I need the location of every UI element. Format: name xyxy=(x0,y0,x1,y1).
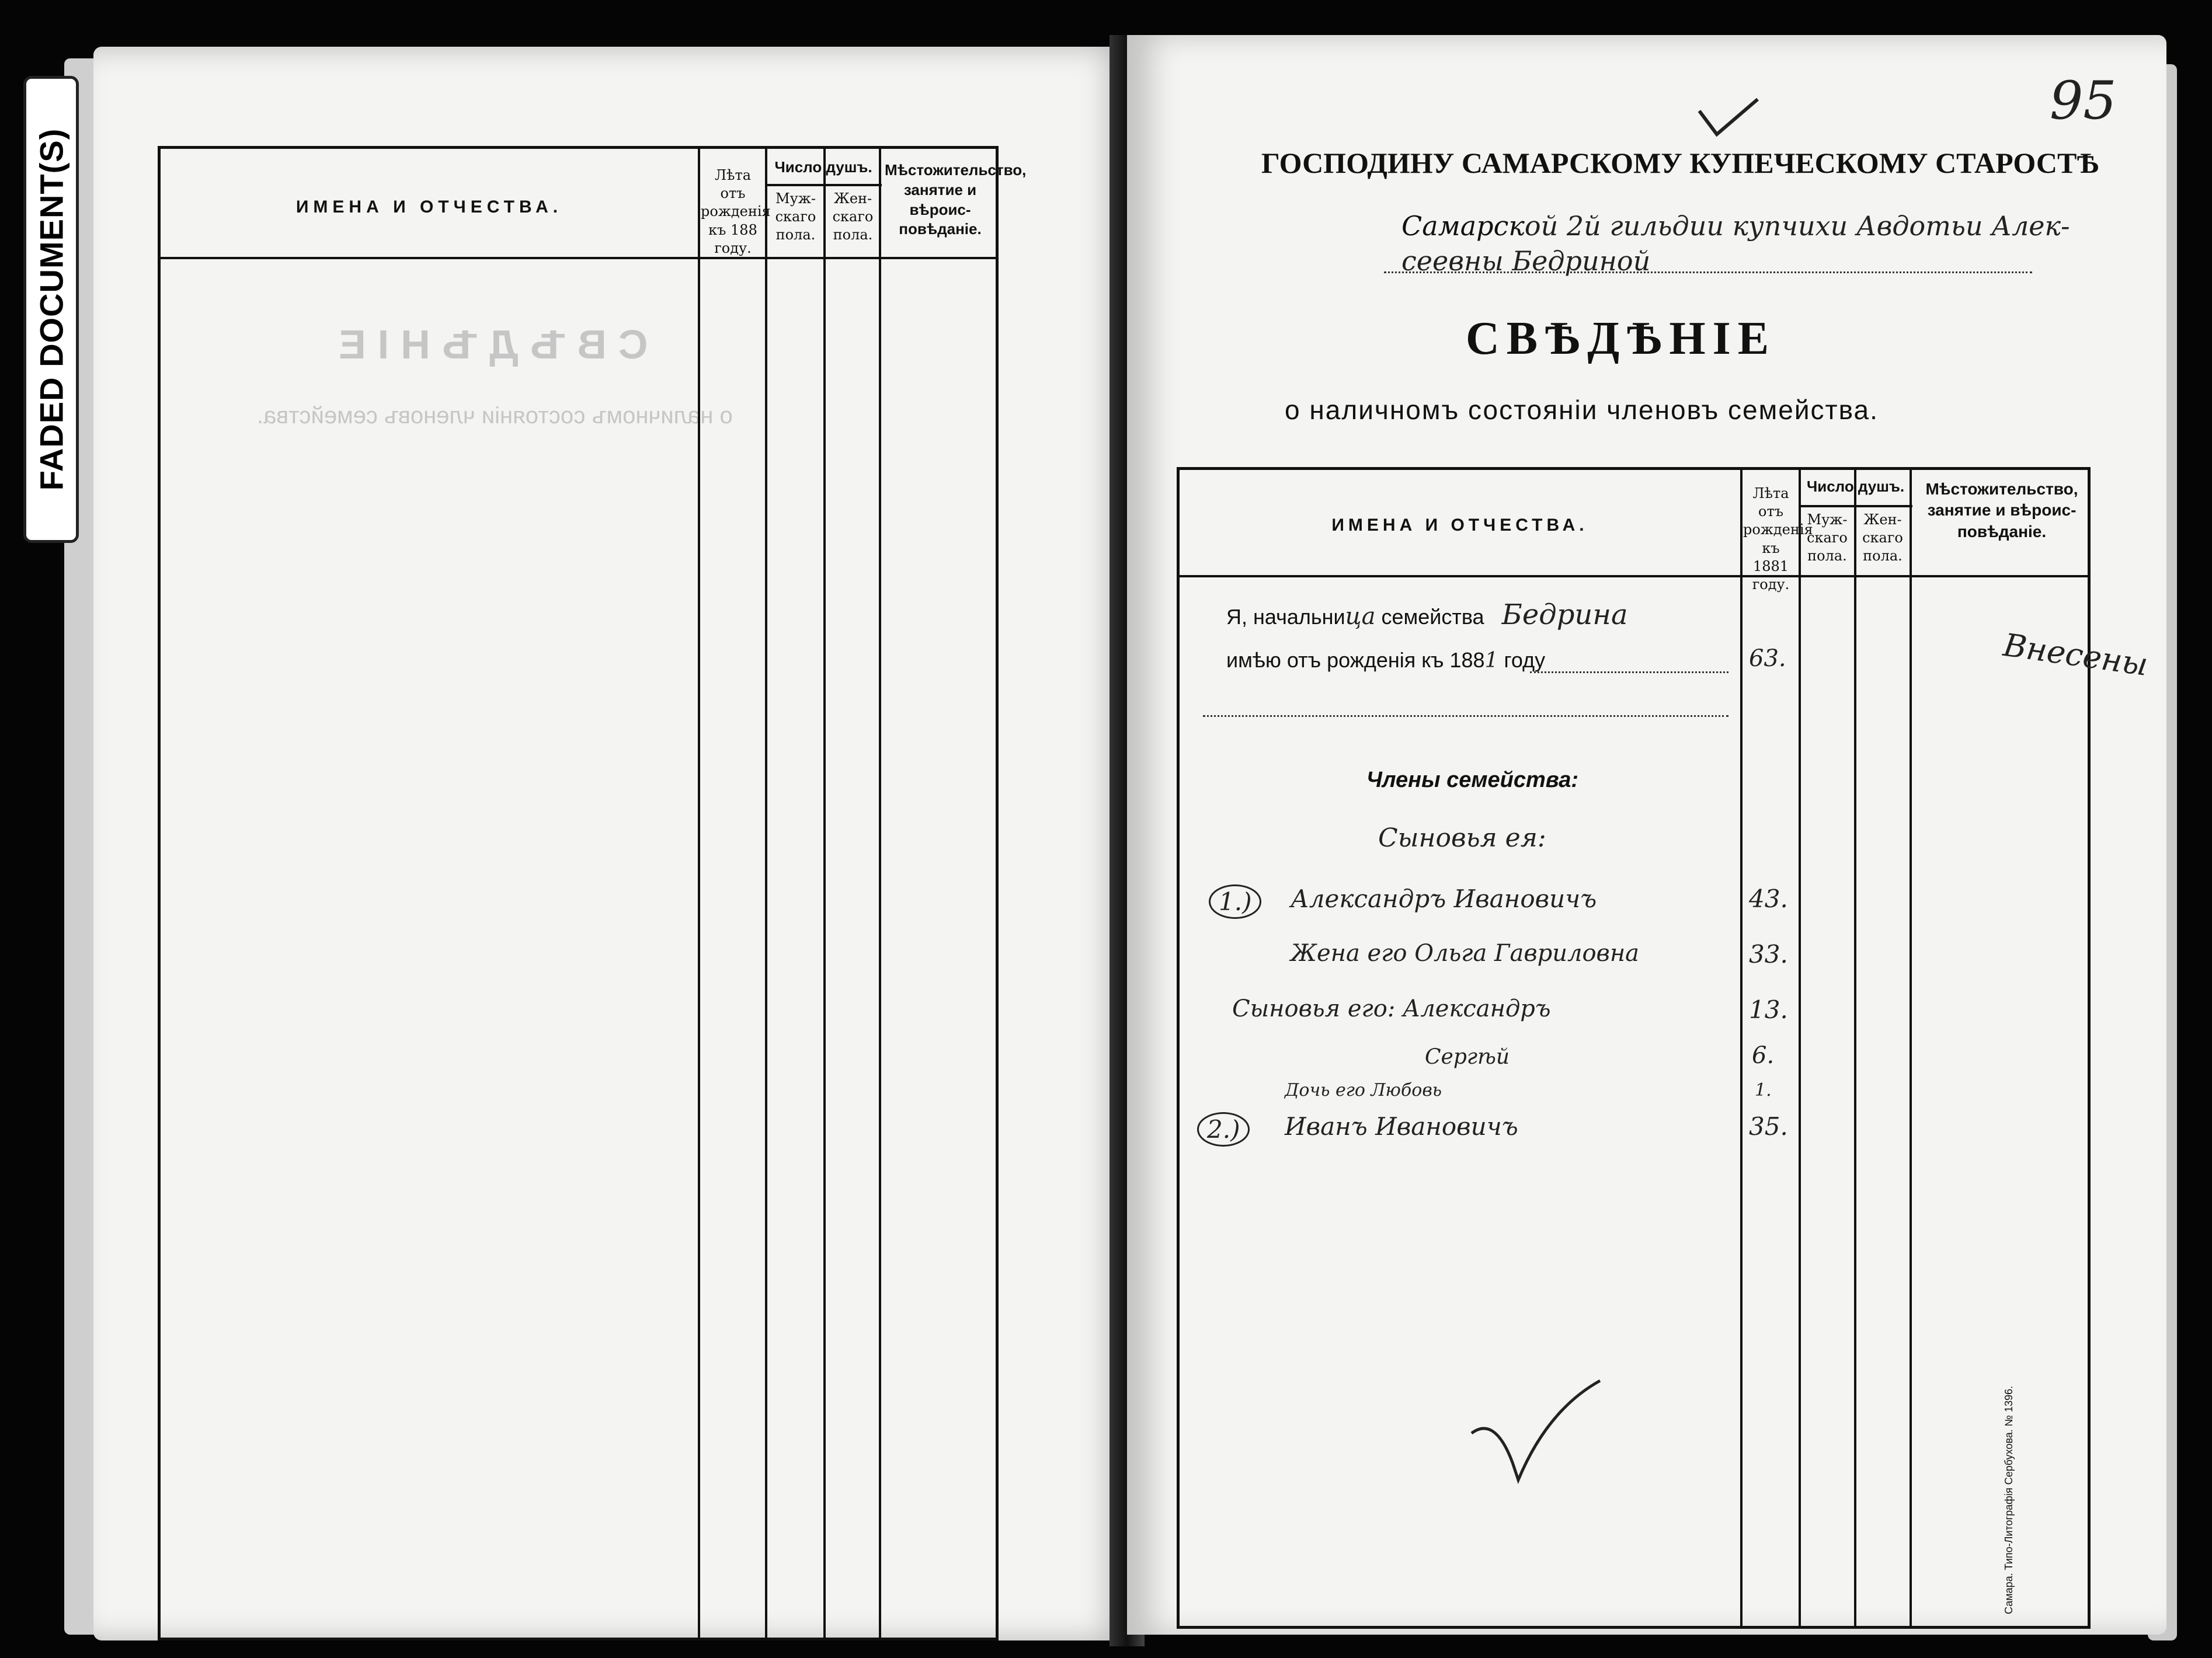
head-label-a: Я, начальни xyxy=(1226,605,1345,629)
entry-number: 1.) xyxy=(1209,884,1261,919)
addressee-line-1 xyxy=(1401,210,2070,242)
entry-name: Сергѣй xyxy=(1425,1045,1510,1069)
header-female: Жен-скаго пола. xyxy=(832,190,874,243)
list-item xyxy=(1180,1080,1793,1109)
header-divider xyxy=(161,257,996,259)
faded-document-stamp xyxy=(23,76,79,543)
entry-age: 6. xyxy=(1752,1042,1775,1069)
header-male: Муж-скаго пола. xyxy=(775,190,816,243)
column-line xyxy=(823,149,826,1638)
addressee-line-2: сеевны Бедриной xyxy=(1401,245,1651,277)
head-label-d: году xyxy=(1504,648,1546,672)
members-label: Члены семейства: xyxy=(1366,768,1579,792)
header-male: Муж-скаго пола. xyxy=(1807,511,1848,565)
page-number: 95 xyxy=(2050,70,2117,131)
right-page xyxy=(1127,35,2166,1635)
right-family-table xyxy=(1177,467,2091,1629)
header-age: Лѣта отъ рожденія къ 188 году. xyxy=(701,167,771,256)
entry-age: 1. xyxy=(1755,1080,1772,1100)
margin-note: Внесены xyxy=(2001,626,2151,684)
entry-name: Жена его Ольга Гавриловна xyxy=(1291,940,1640,967)
header-divider xyxy=(1180,575,2088,577)
entry-age: 35. xyxy=(1749,1112,1788,1141)
column-line xyxy=(1910,470,1912,1626)
list-item xyxy=(1180,990,1793,1036)
column-line xyxy=(1799,470,1801,1626)
header-age: Лѣта отъ рожденія къ 1881 году. xyxy=(1743,485,1813,593)
entry-name: Иванъ Ивановичъ xyxy=(1285,1112,1518,1141)
head-name: Бедрина xyxy=(1501,598,1628,631)
printer-imprint: Самара. Типо-Литографія Сербухова. № 1396. xyxy=(2003,1385,2015,1614)
head-label-a-hand: ца xyxy=(1345,603,1376,630)
header-residence: Мѣстожительство, занятие и вѣроис-повѣданіе. xyxy=(885,161,1027,238)
header-names: ИМЕНА И ОТЧЕСТВА. xyxy=(295,197,563,217)
column-line xyxy=(765,149,767,1638)
bleed-through-text: о наличномъ состояніи членовъ семейства. xyxy=(257,403,733,429)
list-item xyxy=(1180,934,1793,981)
check-mark-icon xyxy=(1460,1375,1612,1492)
entry-age: 33. xyxy=(1749,940,1788,969)
header-female: Жен-скаго пола. xyxy=(1862,511,1903,565)
header-souls: Число душъ. xyxy=(1806,478,1905,495)
sons-label: Сыновья ея: xyxy=(1378,823,1546,853)
head-label-c: имѣю отъ рожденія къ 188 xyxy=(1226,648,1485,672)
left-family-table xyxy=(158,146,1027,1640)
header-residence: Мѣстожительство, занятие и вѣроис-повѣданіе. xyxy=(1925,480,2078,541)
head-of-family-line xyxy=(1226,598,1628,631)
souls-divider xyxy=(1799,505,1912,507)
document-subtitle: о наличномъ состояніи членовъ семейства. xyxy=(1285,395,1879,425)
stamp-label: FADED DOCUMENT(S) xyxy=(33,128,69,491)
column-line xyxy=(1854,470,1856,1626)
souls-divider xyxy=(765,184,882,186)
entry-name: Александръ Ивановичъ xyxy=(1291,884,1597,913)
head-label-b: семейства xyxy=(1381,605,1484,629)
list-item xyxy=(1180,1109,1793,1156)
entry-number: 2.) xyxy=(1197,1112,1250,1147)
column-line xyxy=(698,149,700,1638)
document-title: СВѢДѢНІЕ xyxy=(1466,313,1776,364)
list-item xyxy=(1180,879,1793,925)
left-page xyxy=(93,47,1127,1640)
head-age: 63. xyxy=(1749,645,1786,672)
head-label-c-hand: 1 xyxy=(1484,649,1498,673)
bleed-through-text: СВѢДѢНІЕ xyxy=(327,322,648,367)
addressee-handwritten: ой 2й гильдии купчихи Авдотьи Алек- xyxy=(1524,210,2070,242)
addressee-heading: ГОСПОДИНУ САМАРСКОМУ КУПЕЧЕСКОМУ СТАРОСТѢ xyxy=(1261,147,2099,179)
header-souls: Число душъ. xyxy=(774,158,872,176)
addressee-printed: Самарск xyxy=(1401,210,1525,242)
entry-age: 43. xyxy=(1749,884,1788,913)
head-rule xyxy=(1203,715,1728,717)
list-item xyxy=(1180,1042,1793,1083)
check-mark-icon xyxy=(1693,93,1764,140)
column-line xyxy=(879,149,881,1638)
entry-name: Сыновья его: Александръ xyxy=(1232,995,1551,1022)
header-names: ИМЕНА И ОТЧЕСТВА. xyxy=(1331,515,1588,535)
head-birth-line xyxy=(1226,648,1545,673)
entry-age: 13. xyxy=(1749,995,1788,1024)
head-dots xyxy=(1530,671,1728,673)
entry-name: Дочь его Любовь xyxy=(1285,1080,1442,1100)
